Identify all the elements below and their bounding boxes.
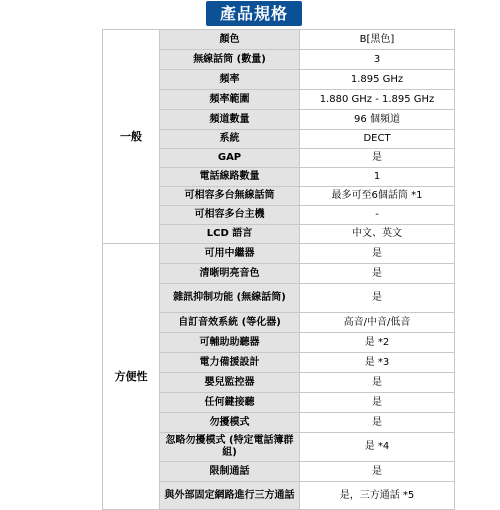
- spec-value: 中文、英文: [300, 225, 455, 244]
- spec-value: 3: [300, 50, 455, 70]
- spec-value: 是: [300, 413, 455, 433]
- category-convenience: 方便性: [103, 244, 160, 510]
- spec-label: 可相容多台主機: [160, 206, 300, 225]
- spec-value: 是: [300, 373, 455, 393]
- spec-value: 是: [300, 393, 455, 413]
- spec-label: 無線話筒 (數量): [160, 50, 300, 70]
- spec-value: 96 個頻道: [300, 110, 455, 130]
- title-bar: [0, 0, 500, 28]
- spec-label: 電力備援設計: [160, 353, 300, 373]
- spec-value: 是: [300, 284, 455, 313]
- spec-label: 電話線路數量: [160, 168, 300, 187]
- spec-label: 嬰兒監控器: [160, 373, 300, 393]
- spec-label: 頻率: [160, 70, 300, 90]
- spec-table: [102, 29, 455, 510]
- spec-value: -: [300, 206, 455, 225]
- spec-label: 自訂音效系統 (等化器): [160, 313, 300, 333]
- spec-value: 是: [300, 264, 455, 284]
- spec-value: 是: [300, 244, 455, 264]
- spec-value: 是，三方通話 *5: [300, 482, 455, 510]
- spec-value: DECT: [300, 130, 455, 149]
- table-row: [103, 30, 455, 50]
- spec-label: LCD 語言: [160, 225, 300, 244]
- spec-label: GAP: [160, 149, 300, 168]
- spec-value: 是: [300, 149, 455, 168]
- spec-label: 頻率範圍: [160, 90, 300, 110]
- spec-label: 任何鍵接聽: [160, 393, 300, 413]
- spec-label: 顏色: [160, 30, 300, 50]
- spec-value: 最多可至6個話筒 *1: [300, 187, 455, 206]
- spec-value: 1.880 GHz - 1.895 GHz: [300, 90, 455, 110]
- spec-label: 系統: [160, 130, 300, 149]
- spec-label: 可用中繼器: [160, 244, 300, 264]
- category-general: 一般: [103, 30, 160, 244]
- spec-label: 雜訊抑制功能 (無線話筒): [160, 284, 300, 313]
- spec-label: 可相容多台無線話筒: [160, 187, 300, 206]
- spec-label: 可輔助助聽器: [160, 333, 300, 353]
- spec-label: 忽略勿擾模式 (特定電話簿群組): [160, 433, 300, 462]
- spec-value: 高音/中音/低音: [300, 313, 455, 333]
- spec-value: B[黑色]: [300, 30, 455, 50]
- table-row: [103, 244, 455, 264]
- spec-value: 1.895 GHz: [300, 70, 455, 90]
- spec-label: 限制通話: [160, 462, 300, 482]
- spec-value: 1: [300, 168, 455, 187]
- spec-value: 是 *4: [300, 433, 455, 462]
- spec-value: 是: [300, 462, 455, 482]
- section-title: 產品規格: [206, 1, 302, 26]
- spec-value: 是 *2: [300, 333, 455, 353]
- spec-value: 是 *3: [300, 353, 455, 373]
- spec-label: 勿擾模式: [160, 413, 300, 433]
- spec-label: 頻道數量: [160, 110, 300, 130]
- spec-label: 清晰明亮音色: [160, 264, 300, 284]
- spec-label: 與外部固定網路進行三方通話: [160, 482, 300, 510]
